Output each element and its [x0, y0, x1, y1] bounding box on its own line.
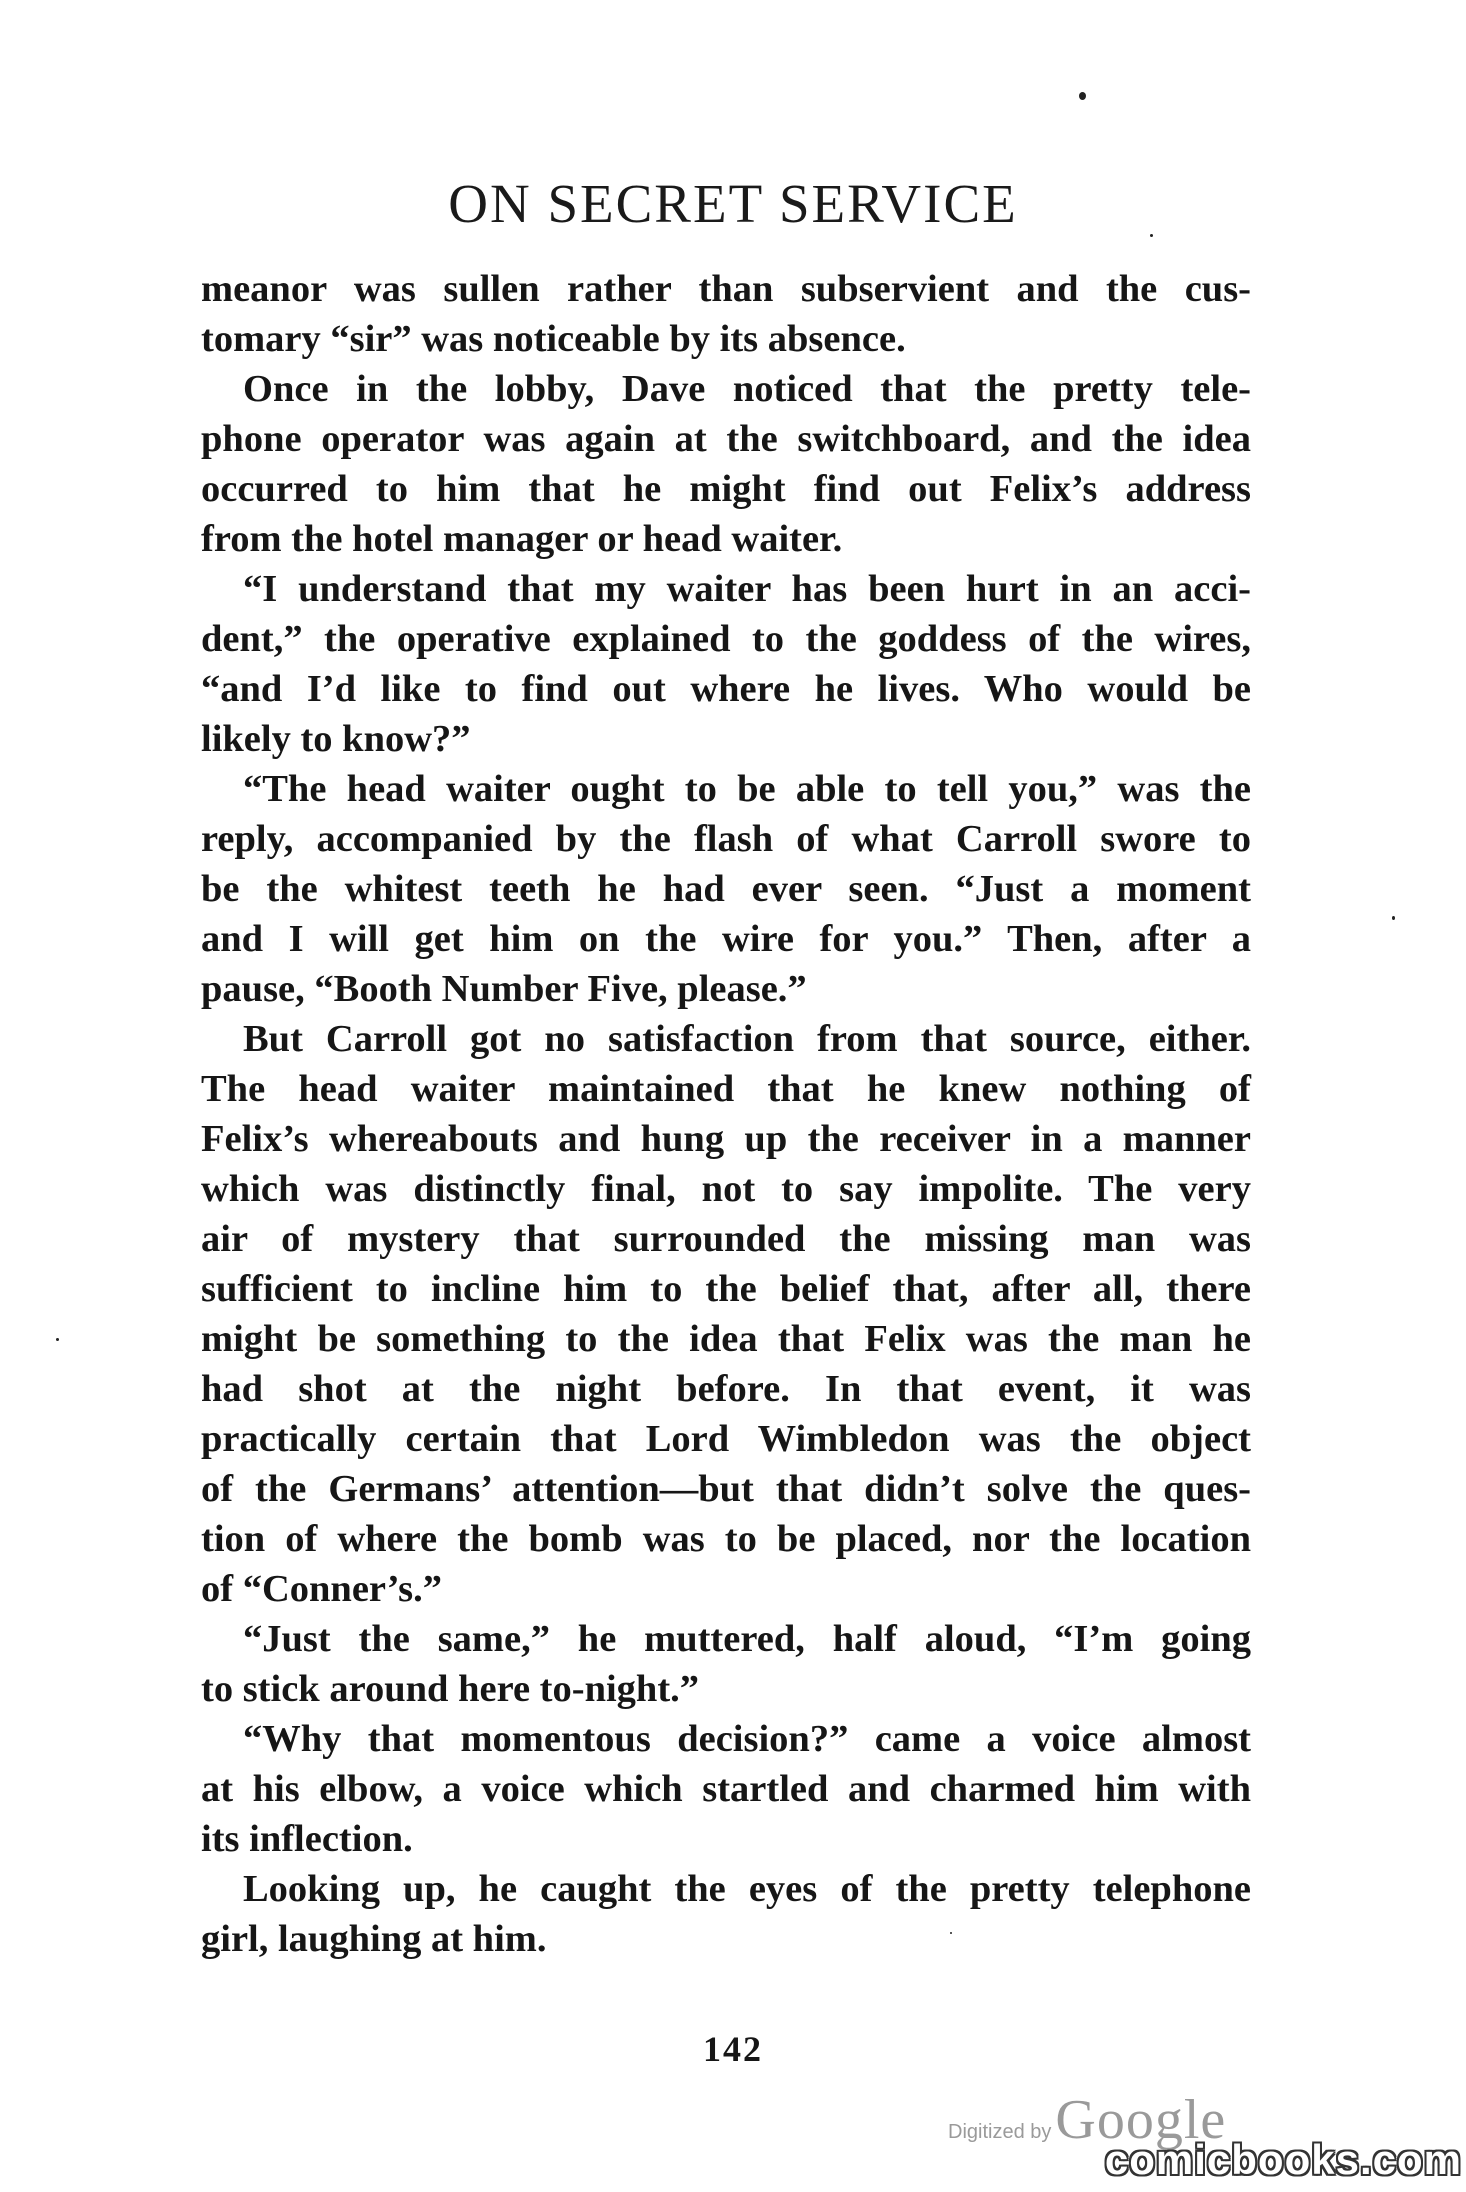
text-line: pause, “Booth Number Five, please.”	[201, 968, 807, 1010]
text-line: The head waiter maintained that he knew nothing of	[201, 1068, 1251, 1110]
text-line: and I will get him on the wire for you.” Then, after a	[201, 918, 1251, 960]
text-line: reply, accompanied by the flash of what Carroll swore to	[201, 818, 1251, 860]
text-line: tion of where the bomb was to be placed, nor the location	[201, 1518, 1251, 1560]
text-line: “Why that momentous decision?” came a voice almost	[243, 1718, 1251, 1760]
text-line: Once in the lobby, Dave noticed that the pretty tele-	[243, 368, 1251, 410]
scan-speck	[1079, 92, 1086, 100]
text-line: dent,” the operative explained to the goddess of the wires,	[201, 618, 1251, 660]
text-line: which was distinctly final, not to say impolite. The very	[201, 1168, 1251, 1210]
text-line: to stick around here to-night.”	[201, 1668, 700, 1710]
text-line: its inflection.	[201, 1818, 413, 1860]
google-logo-text: Google	[1055, 2089, 1227, 2151]
text-line: of the Germans’ attention—but that didn’t solve the ques-	[201, 1468, 1251, 1510]
text-line: might be something to the idea that Felix was the man he	[201, 1318, 1251, 1360]
text-line: sufficient to incline him to the belief that, after all, there	[201, 1268, 1251, 1310]
page-number: 142	[703, 2029, 763, 2069]
scan-speck	[1392, 916, 1395, 920]
text-line: “and I’d like to find out where he lives. Who would be	[201, 668, 1251, 710]
site-watermark: comicbooks.com	[1104, 2136, 1462, 2183]
scan-speck	[56, 1338, 59, 1341]
text-line: But Carroll got no satisfaction from that source, either.	[243, 1018, 1251, 1060]
text-line: meanor was sullen rather than subservient and the cus-	[201, 268, 1251, 310]
text-line: Felix’s whereabouts and hung up the receiver in a manner	[201, 1118, 1251, 1160]
text-line: practically certain that Lord Wimbledon was the object	[201, 1418, 1251, 1460]
text-line: “Just the same,” he muttered, half aloud, “I’m going	[243, 1618, 1251, 1660]
text-line: tomary “sir” was noticeable by its absence.	[201, 318, 906, 360]
running-head: ON SECRET SERVICE	[448, 173, 1018, 234]
body-text	[201, 264, 1251, 1964]
text-line: air of mystery that surrounded the missing man was	[201, 1218, 1251, 1260]
text-line: “I understand that my waiter has been hurt in an acci-	[243, 568, 1251, 610]
text-line: phone operator was again at the switchboard, and the idea	[201, 418, 1251, 460]
text-line: likely to know?”	[201, 718, 471, 760]
text-line: had shot at the night before. In that event, it was	[201, 1368, 1251, 1410]
digitized-by-label: Digitized by	[948, 2121, 1052, 2143]
text-line: from the hotel manager or head waiter.	[201, 518, 843, 560]
text-line: of “Conner’s.”	[201, 1568, 442, 1610]
text-line: Looking up, he caught the eyes of the pretty telephone	[243, 1868, 1251, 1910]
text-line: occurred to him that he might find out Felix’s address	[201, 468, 1251, 510]
text-line: at his elbow, a voice which startled and charmed him with	[201, 1768, 1251, 1810]
text-line: “The head waiter ought to be able to tell you,” was the	[243, 768, 1251, 810]
text-line: be the whitest teeth he had ever seen. “Just a moment	[201, 868, 1251, 910]
text-line: girl, laughing at him.	[201, 1918, 547, 1960]
